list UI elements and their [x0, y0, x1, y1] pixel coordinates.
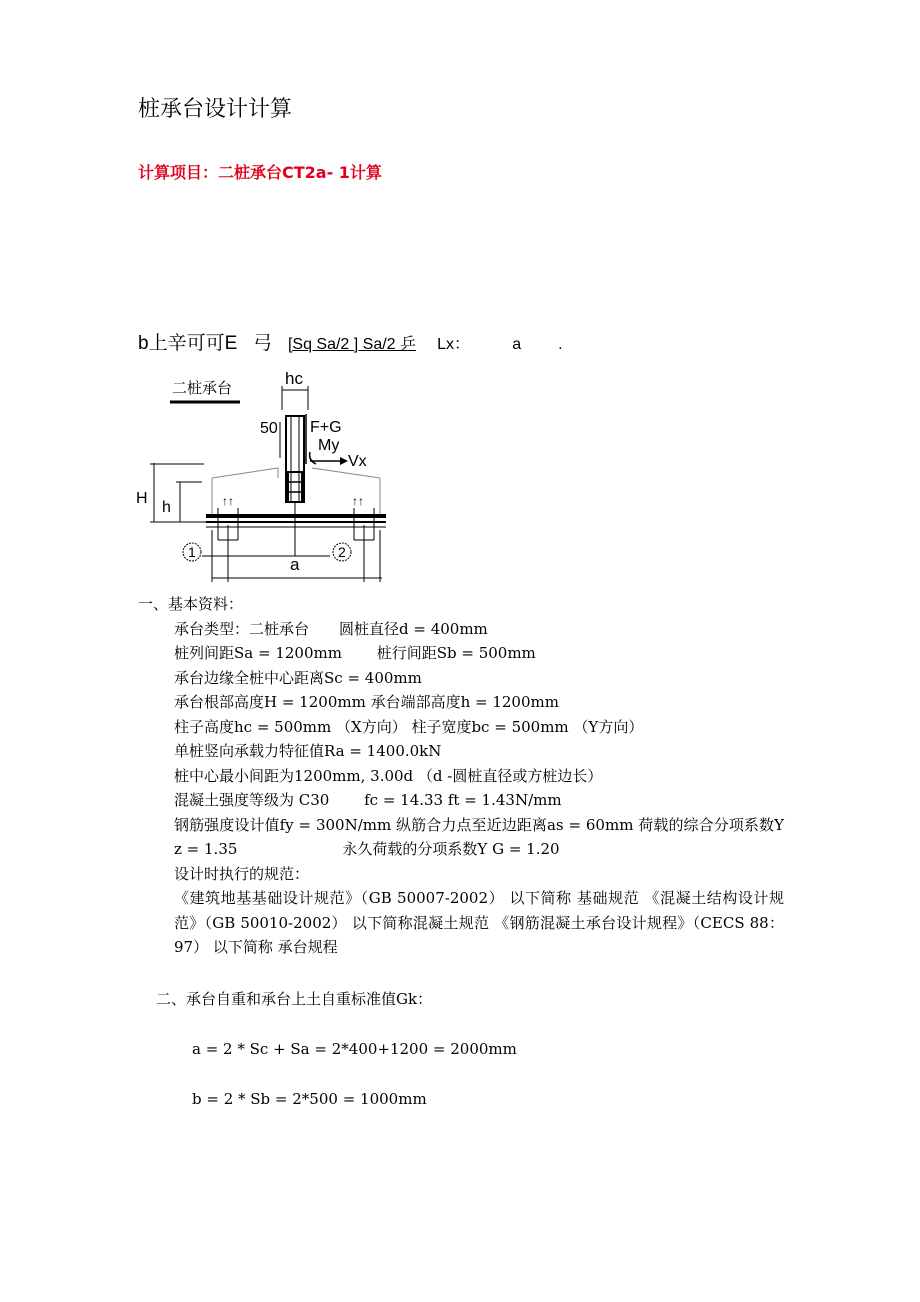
calc-b: b = 2 * Sb = 2*500 = 1000mm	[192, 1090, 427, 1108]
data-line: 单桩竖向承载力特征值Ra = 1400.0kN	[174, 742, 442, 760]
steel-strength-paragraph: 钢筋强度设计值fy = 300N/mm 纵筋合力点至近边距离as = 60mm 荷载的综合分项系数Y z = 1.35 永久荷载的分项系数Y G = 1.20	[174, 815, 784, 858]
pile-2-label: 2	[338, 544, 346, 560]
pile-right-marks: ↑↑	[352, 494, 364, 508]
data-line: 桩中心最小间距为1200mm, 3.00d （d -圆桩直径或方桩边长）	[174, 766, 603, 785]
basic-data-lines	[138, 617, 784, 960]
data-line: 混凝土强度等级为 C30 fc = 14.33 ft = 1.43N/mm	[174, 791, 562, 809]
data-line: 承台类型：二桩承台 圆桩直径d = 400mm	[174, 619, 488, 638]
data-line: 柱子高度hc = 500mm （X方向） 柱子宽度bc = 500mm （Y方向）	[174, 717, 644, 736]
section1-heading: 一、基本资料：	[138, 595, 244, 613]
label-vx: Vx	[348, 453, 367, 470]
section-basic-data	[138, 592, 784, 960]
label-hc: hc	[285, 369, 303, 388]
section2-heading: 二、承台自重和承台上土自重标准值Gk：	[156, 990, 433, 1008]
my-arc	[310, 452, 316, 464]
garbled-part-3: [Sq Sa/2 ] Sa/2 乒	[287, 336, 417, 353]
bottom-bar-1	[206, 514, 386, 518]
label-a: a	[290, 555, 300, 574]
pile-left-marks: ↑↑	[222, 494, 234, 508]
garbled-part-1: b上辛可可E	[138, 333, 238, 354]
pile-1-label: 1	[188, 544, 196, 560]
calc-a: a = 2 * Sc + Sa = 2*400+1200 = 2000mm	[192, 1040, 517, 1058]
codes-paragraph: 《建筑地基基础设计规范》（GB 50007-2002） 以下简称 基础规范 《混凝土结构设计规范》（GB 50010-2002） 以下简称混凝土规范 《钢筋混凝土承台设计规程》（CECS 88： 97） 以下简称 承台规程	[174, 889, 784, 956]
pile-cap-diagram	[130, 360, 400, 589]
garbled-part-6: .	[558, 336, 563, 353]
data-line: 承台边缘全桩中心距离Sc = 400mm	[174, 668, 422, 687]
label-H: H	[136, 490, 148, 507]
bottom-bar-2	[206, 521, 386, 523]
label-h: h	[162, 499, 171, 516]
garbled-part-4: Lx：	[437, 336, 471, 353]
project-line: 计算项目：二桩承台CT2a- 1计算	[138, 163, 382, 182]
label-fg: F+G	[310, 419, 342, 436]
page-title: 桩承台设计计算	[138, 97, 293, 122]
vx-arrowhead	[340, 457, 348, 465]
garbled-part-5: a	[512, 336, 522, 353]
garbled-formula-line	[138, 328, 563, 355]
pile-cap-drawing	[130, 360, 400, 585]
code-heading: 设计时执行的规范：	[174, 864, 310, 883]
diagram-caption: 二桩承台	[172, 380, 233, 397]
data-line: 承台根部高度H = 1200mm 承台端部高度h = 1200mm	[174, 693, 559, 711]
label-50: 50	[260, 420, 278, 437]
garbled-part-2: 弓	[253, 333, 273, 354]
data-line: 桩列间距Sa = 1200mm 桩行间距Sb = 500mm	[174, 644, 536, 662]
label-my: My	[318, 437, 340, 454]
